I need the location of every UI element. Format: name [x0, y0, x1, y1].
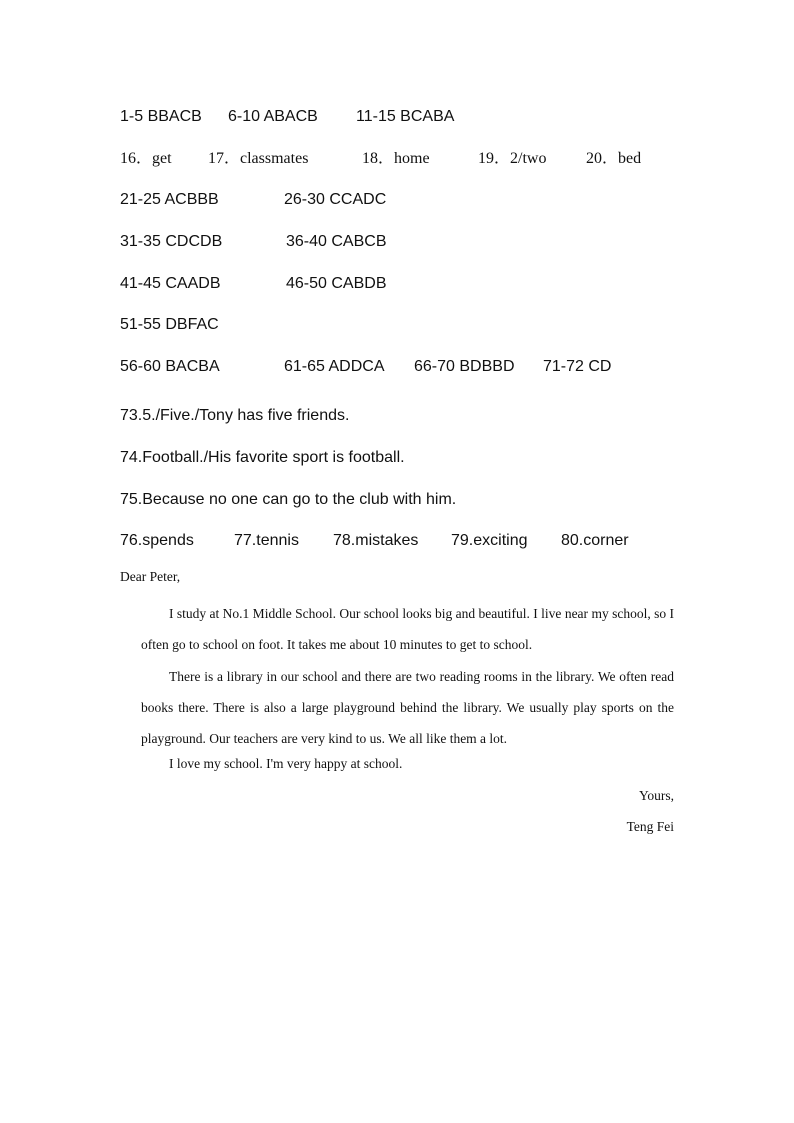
letter-closing: Yours,	[638, 788, 674, 803]
letter-paragraph-1: I study at No.1 Middle School. Our school looks big and beautiful. I live near my school, so I often go to school on foot. It takes me about 10 minutes to get to school.	[141, 606, 674, 652]
answer-41-45: 41-45 CAADB	[120, 275, 221, 292]
answer-76: 76.spends	[120, 532, 194, 549]
answer-46-50: 46-50 CABDB	[286, 275, 387, 292]
answer-20: 20．bed	[586, 150, 642, 167]
answer-74: 74.Football./His favorite sport is football.	[120, 449, 405, 466]
answers-row-6	[120, 315, 219, 355]
answer-77: 77.tennis	[234, 532, 299, 549]
answer-79: 79.exciting	[451, 532, 528, 549]
answer-51-55: 51-55 DBFAC	[120, 316, 219, 333]
answer-36-40: 36-40 CABCB	[286, 233, 387, 250]
answer-78: 78.mistakes	[333, 532, 419, 549]
answer-6-10: 6-10 ABACB	[228, 108, 318, 125]
answer-21-25: 21-25 ACBBB	[120, 191, 219, 208]
answer-19: 19．2/two	[478, 150, 547, 167]
answer-71-72: 71-72 CD	[543, 358, 612, 375]
answer-56-60: 56-60 BACBA	[120, 358, 220, 375]
answer-17: 17．classmates	[208, 150, 309, 167]
answer-31-35: 31-35 CDCDB	[120, 233, 223, 250]
answer-26-30: 26-30 CCADC	[284, 191, 387, 208]
answer-75: 75.Because no one can go to the club with him.	[120, 491, 457, 508]
answer-66-70: 66-70 BDBBD	[414, 358, 515, 375]
letter-greeting: Dear Peter,	[120, 569, 181, 584]
answer-73: 73.5./Five./Tony has five friends.	[120, 407, 350, 424]
letter-paragraph-3: I love my school. I'm very happy at school.	[169, 756, 403, 771]
answer-16: 16．get	[120, 150, 172, 167]
letter-signature: Teng Fei	[626, 819, 674, 834]
answer-1-5: 1-5 BBACB	[120, 108, 202, 125]
answer-61-65: 61-65 ADDCA	[284, 358, 385, 375]
answer-11-15: 11-15 BCABA	[356, 108, 455, 125]
letter-paragraph-2: There is a library in our school and there are two reading rooms in the library. We often read books there. There is also a large playground behind the library. We usually play sports on the playground. Our teachers are very kind to us. We all like them a lot.	[141, 669, 674, 746]
answer-18: 18．home	[362, 150, 430, 167]
answer-80: 80.corner	[561, 532, 629, 549]
